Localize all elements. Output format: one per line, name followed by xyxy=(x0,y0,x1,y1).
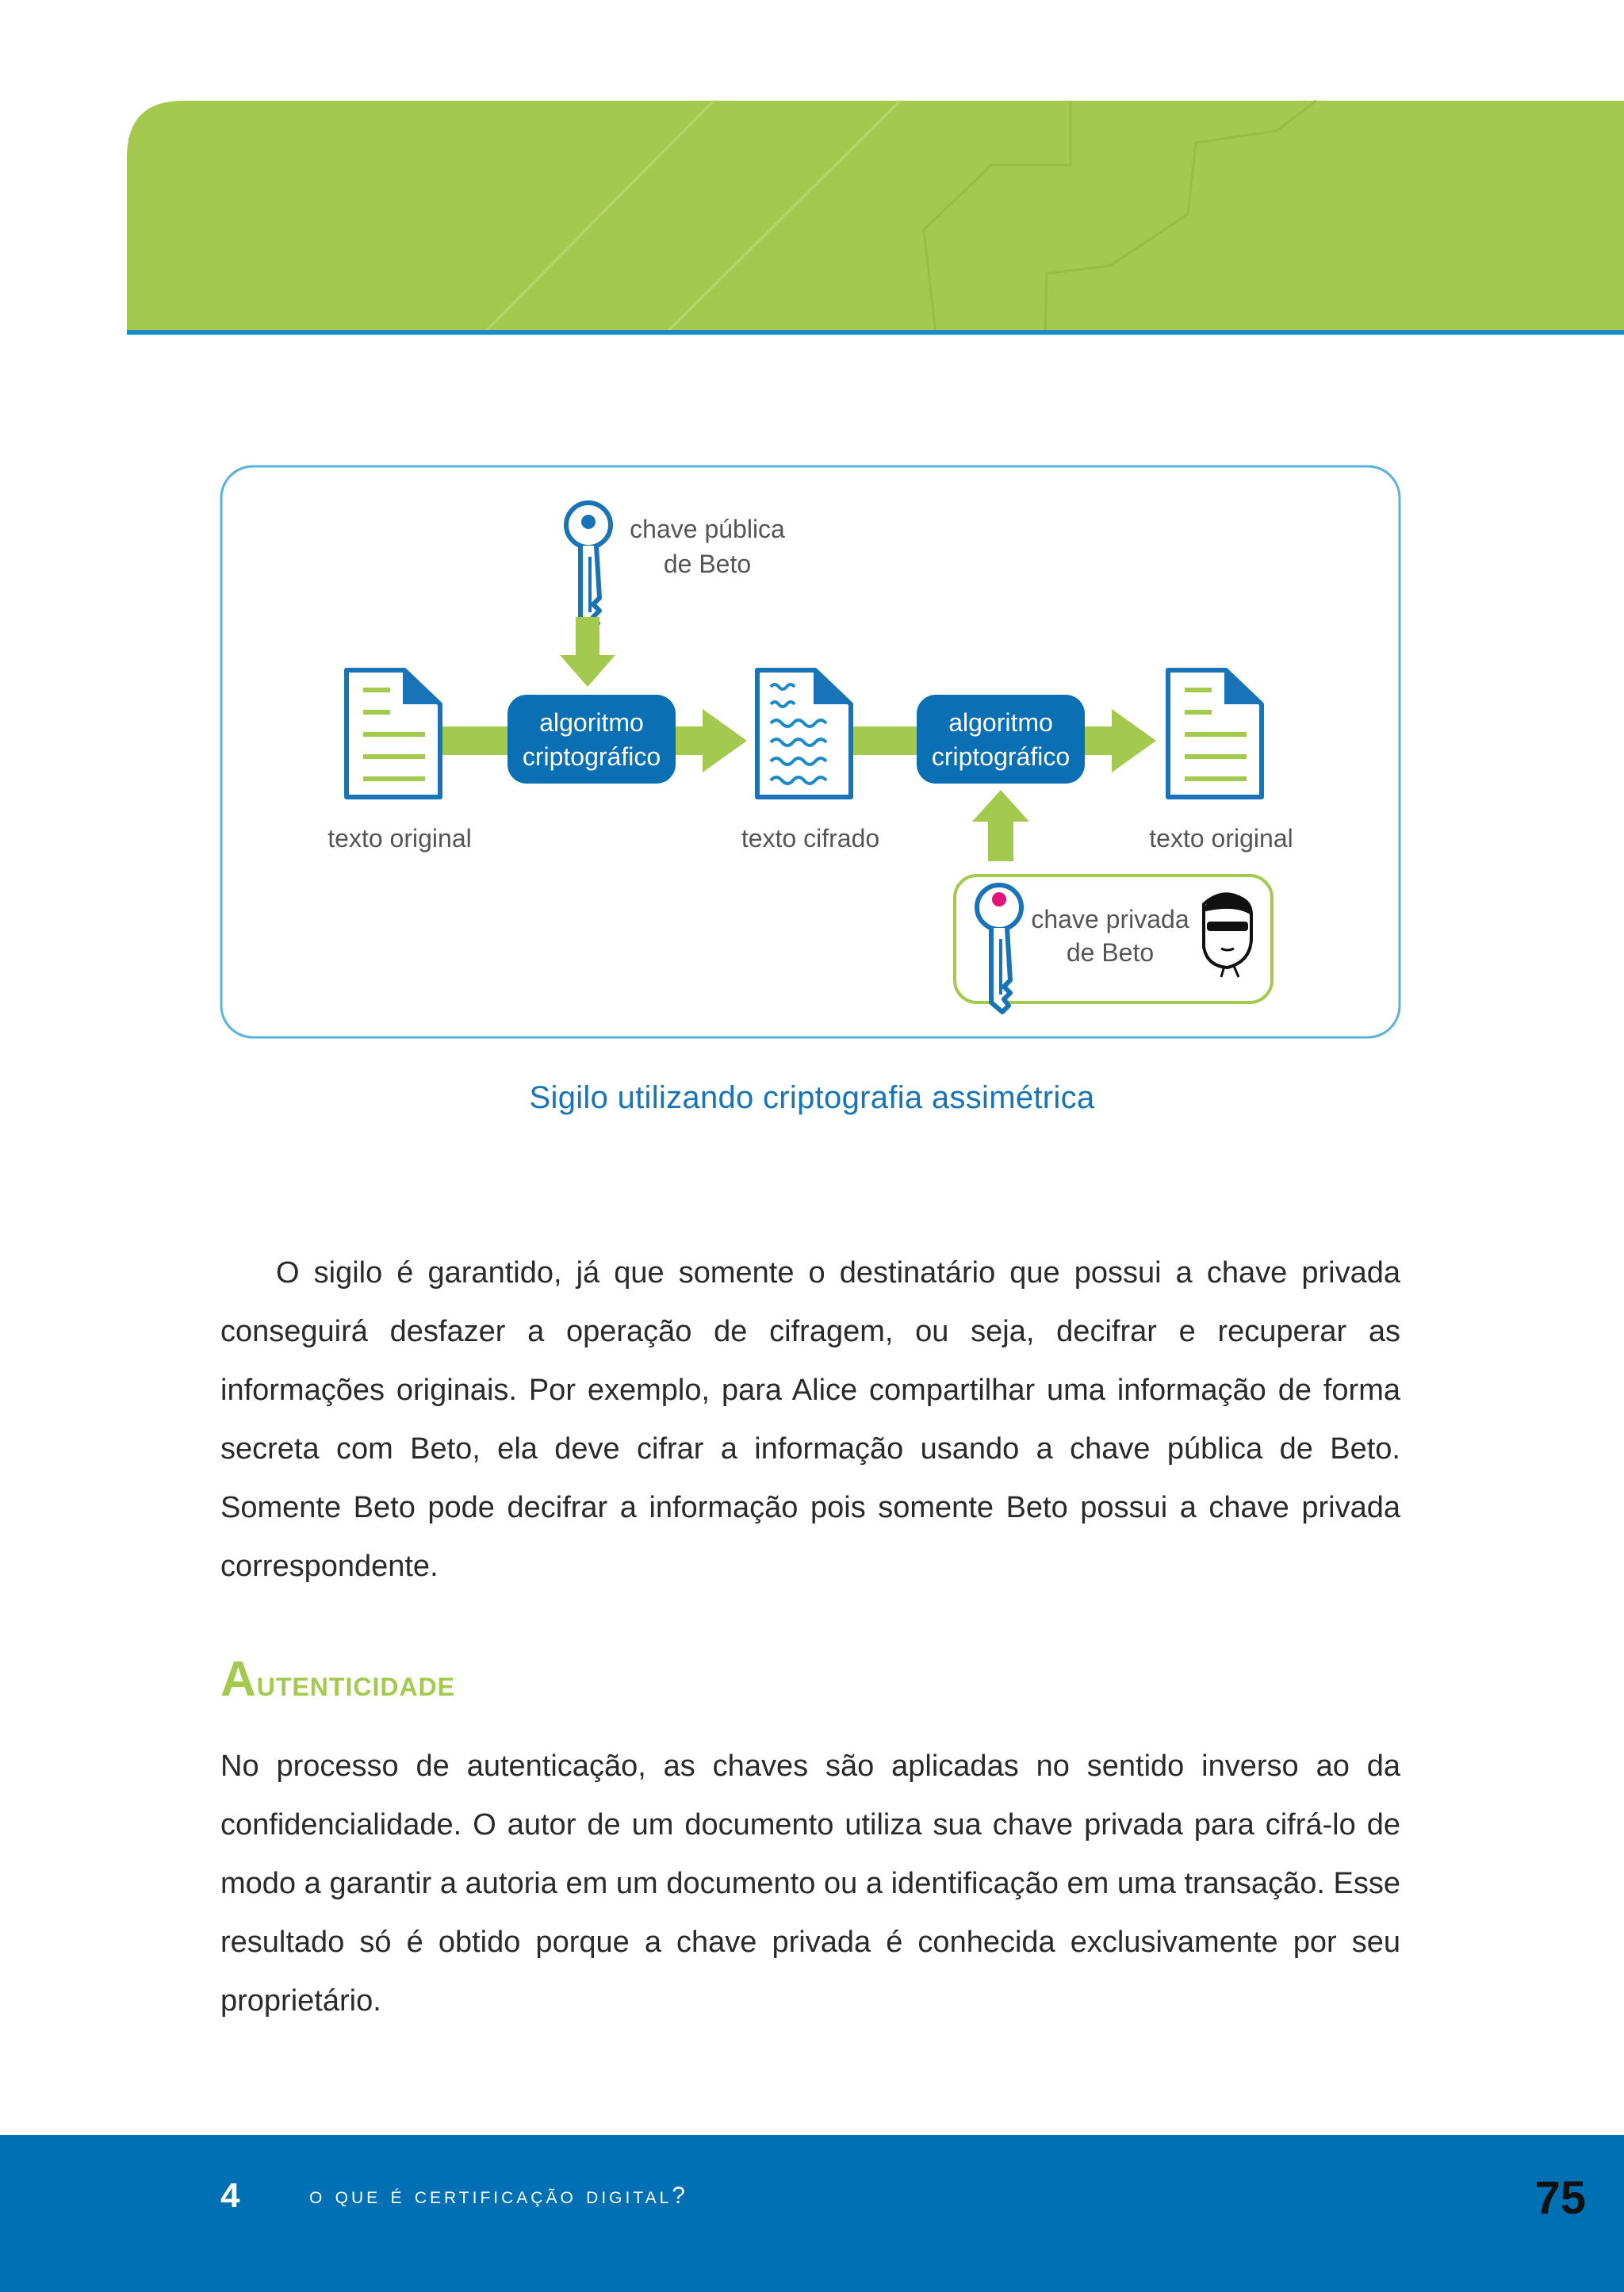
original-text-label-left: texto original xyxy=(327,824,472,853)
page-number: 75 xyxy=(1534,2172,1586,2224)
section-heading-initial: A xyxy=(220,1652,257,1707)
original-document-icon-left xyxy=(347,670,440,797)
connector-2 xyxy=(853,726,918,755)
chapter-number: 4 xyxy=(220,2176,240,2215)
section-heading xyxy=(220,1651,455,1708)
encryption-diagram xyxy=(0,0,1624,1063)
algorithm-2-label-line-2: criptográfico xyxy=(931,742,1071,771)
public-key-label-line-2: de Beto xyxy=(663,550,752,578)
public-key-label-line-1: chave pública xyxy=(630,515,785,543)
cipher-text-label: texto cifrado xyxy=(741,824,880,853)
algorithm-2-label-line-1: algoritmo xyxy=(948,708,1053,737)
footer-bar xyxy=(0,2135,1624,2292)
private-key-label-line-2: de Beto xyxy=(1066,938,1155,967)
private-key-label-line-1: chave privada xyxy=(1031,905,1189,933)
body-paragraph-2: No processo de autenticação, as chaves são aplicadas no sentido inverso ao da confidencialidade. O autor de um documento utiliza sua chave privada para cifrá-lo de modo a garantir a autoria em um documento ou a identificação em uma transação. Esse resultado só é obtido porque a chave privada é conhecida exclusivamente por seu proprietário. xyxy=(220,1750,1400,2018)
section-heading-rest: utenticidade xyxy=(256,1662,455,1704)
connector-1 xyxy=(442,726,511,755)
body-paragraph-1: O sigilo é garantido, já que somente o destinatário que possui a chave privada conseguirá desfazer a operação de cifragem, ou seja, decifrar e recuperar as informações originais. Por exemplo, para Alice compartilhar uma informação de forma secreta com Beto, ela deve cifrar a informação usando a chave pública de Beto. Somente Beto pode decifrar a informação pois somente Beto possui a chave privada correspondente. xyxy=(220,1256,1400,1583)
diagram-caption: Sigilo utilizando criptografia assimétrica xyxy=(529,1080,1095,1115)
original-text-label-right: texto original xyxy=(1149,824,1293,853)
algorithm-1-label-line-1: algoritmo xyxy=(539,708,644,737)
original-document-icon-right xyxy=(1168,670,1262,797)
ciphered-document-icon xyxy=(757,670,851,797)
algorithm-1-label-line-2: criptográfico xyxy=(522,742,661,771)
chapter-title: o que é certificação digital? xyxy=(309,2183,688,2209)
